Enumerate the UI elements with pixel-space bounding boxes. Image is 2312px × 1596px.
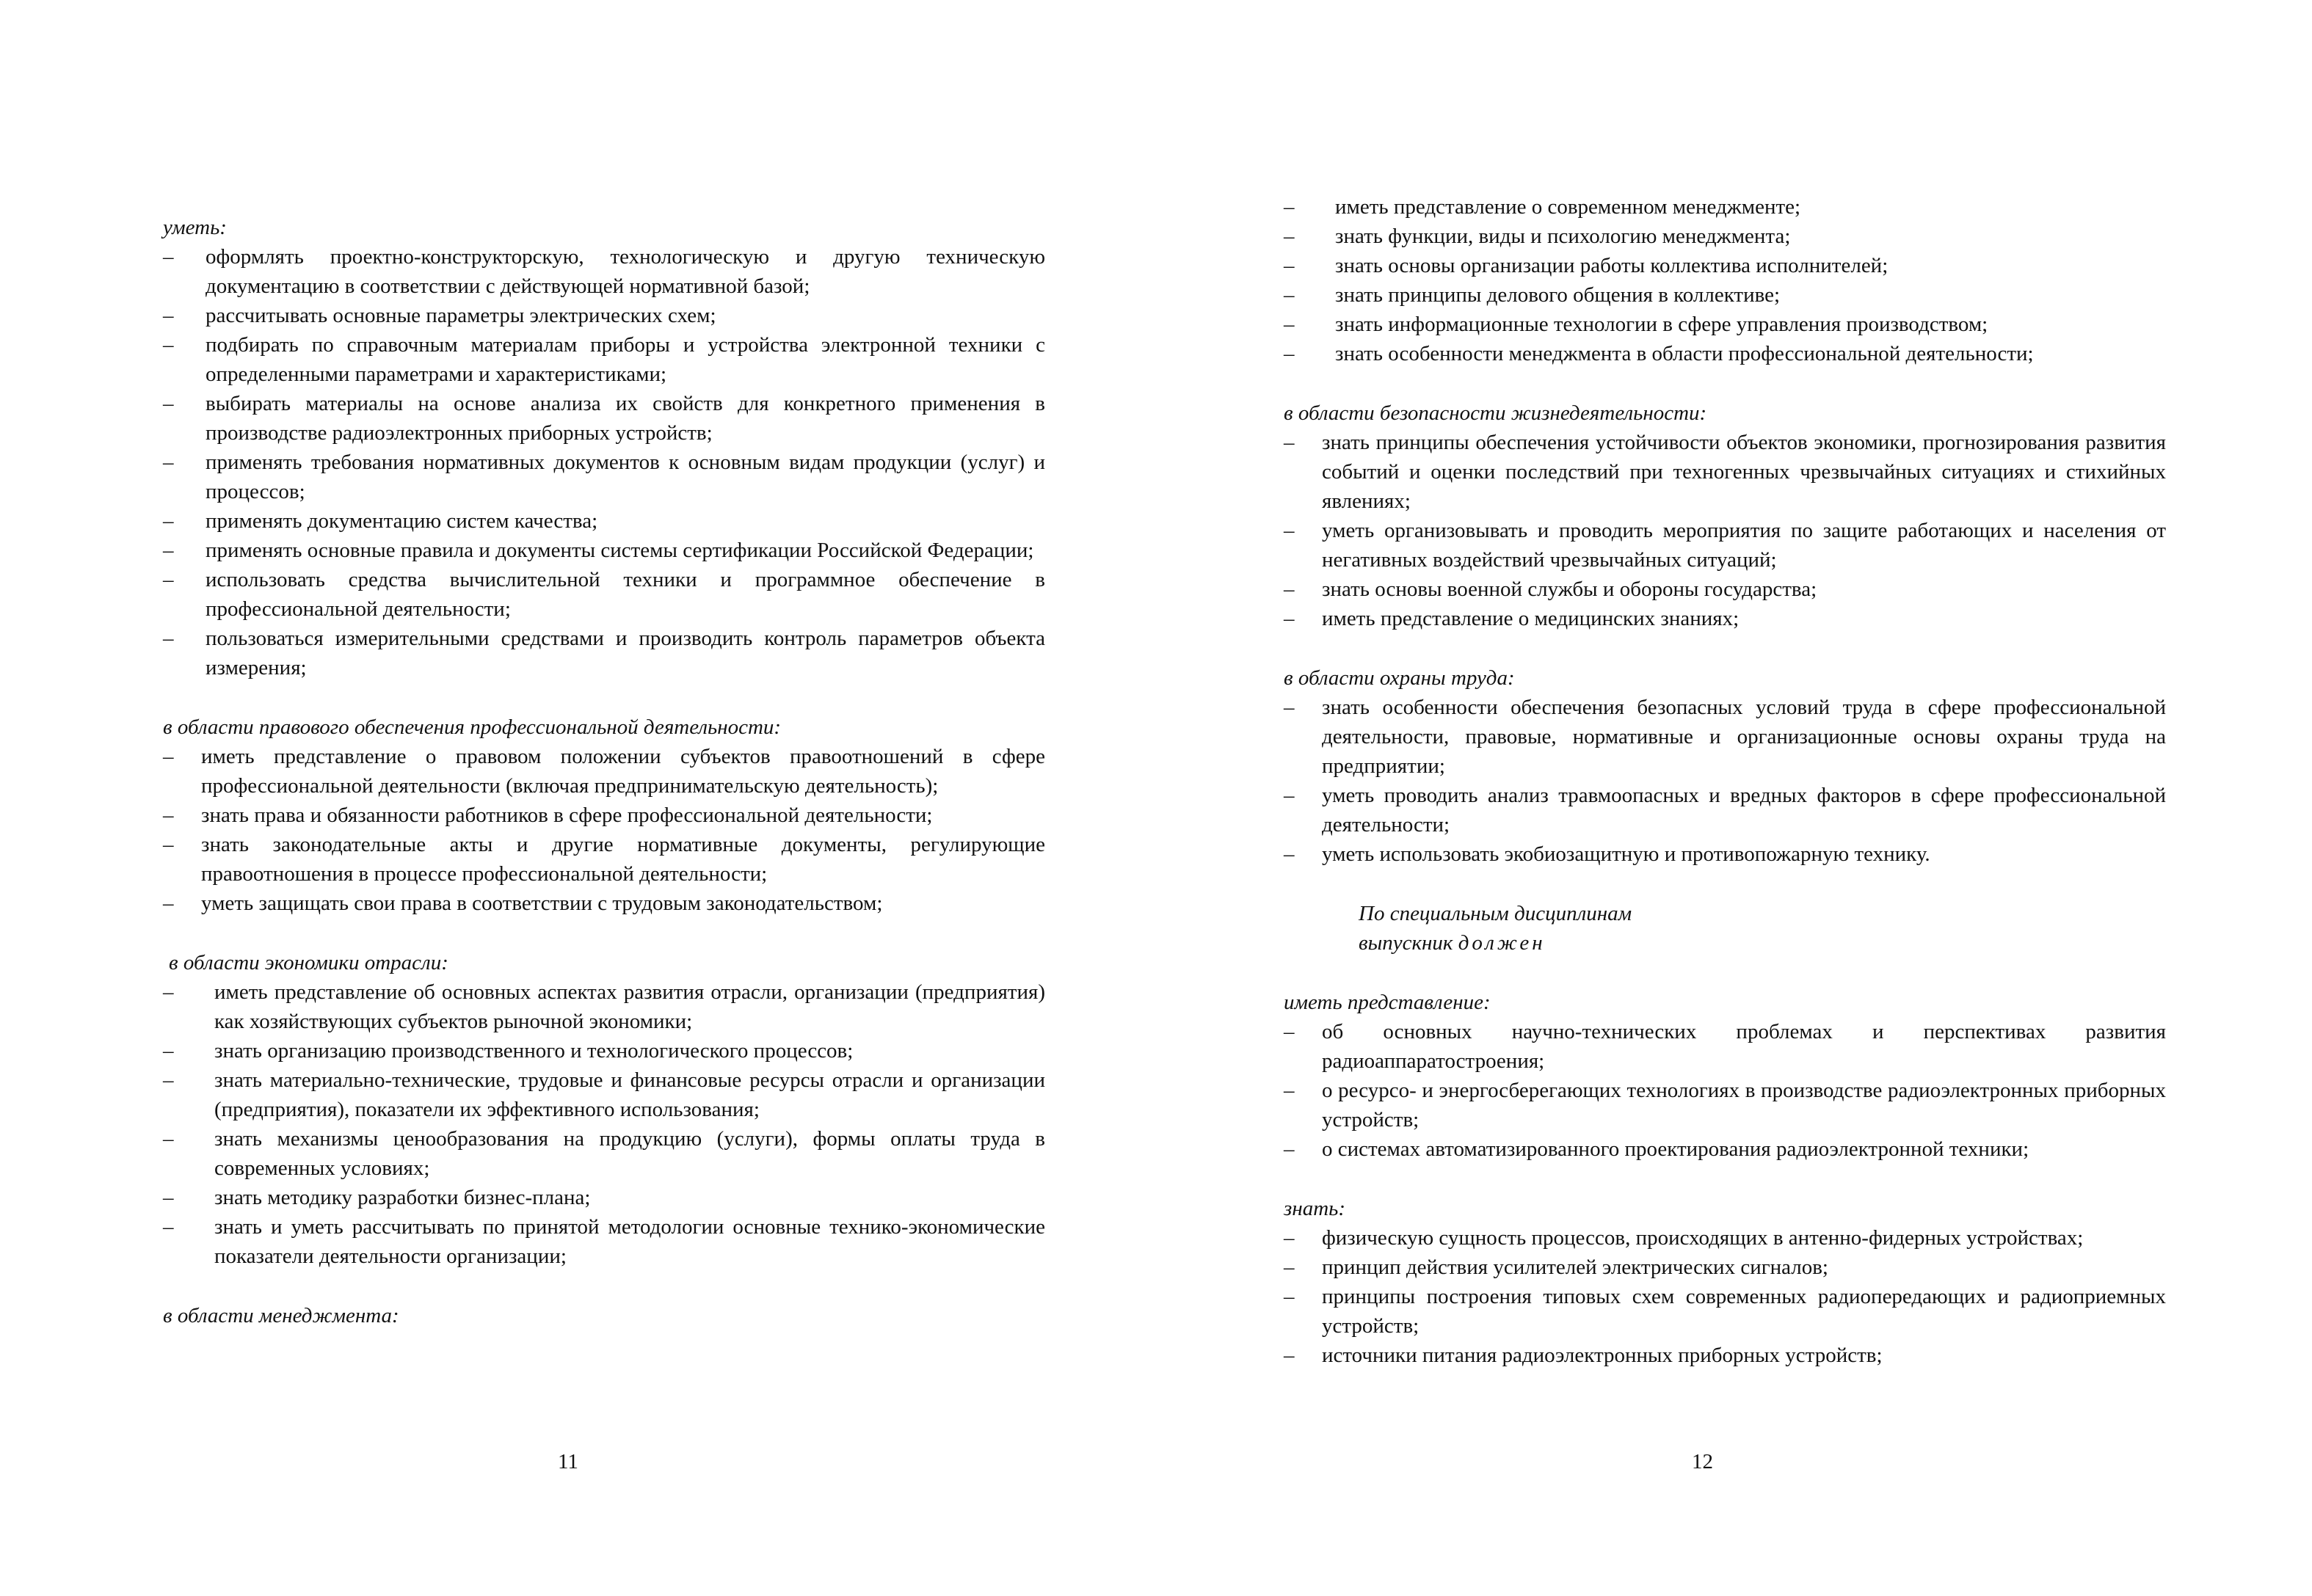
section-labor-protection xyxy=(1284,663,2166,869)
list-item: – уметь защищать свои права в соответствии с трудовым законодательством; xyxy=(163,889,1045,918)
list-item: – знать механизмы ценообразования на продукцию (услуги), формы оплаты труда в современных условиях; xyxy=(163,1124,1045,1183)
list-item: – знать особенности обеспечения безопасных условий труда в сфере профессиональной деятельности, правовые, нормативные и организационные основы охраны труда на предприятии; xyxy=(1284,693,2166,781)
dash-icon: – xyxy=(1284,225,1295,248)
dash-icon: – xyxy=(1284,1020,1295,1043)
list-item: – выбирать материалы на основе анализа их свойств для конкретного применения в производстве радиоэлектронных приборных устройств; xyxy=(163,389,1045,448)
dash-icon: – xyxy=(163,745,174,768)
list-item: – знать особенности менеджмента в области профессиональной деятельности; xyxy=(1284,339,2166,368)
list-item: – подбирать по справочным материалам приборы и устройства электронной техники с определенными параметрами и характеристиками; xyxy=(163,330,1045,389)
section-know xyxy=(1284,1194,2166,1370)
page-number: 11 xyxy=(558,1450,578,1473)
section-legal xyxy=(163,713,1045,918)
list-item: – пользоваться измерительными средствами и производить контроль параметров объекта измерения; xyxy=(163,624,1045,682)
list-item: – о ресурсо- и энергосберегающих технологиях в производстве радиоэлектронных приборных устройств; xyxy=(1284,1076,2166,1134)
list-item: – иметь представление об основных аспектах развития отрасли, организации (предприятия) как хозяйствующих субъектов рыночной экономики; xyxy=(163,977,1045,1036)
dash-icon: – xyxy=(1284,431,1295,454)
dash-icon: – xyxy=(1284,342,1295,365)
dash-icon: – xyxy=(1284,1137,1295,1161)
dash-icon: – xyxy=(1284,842,1295,866)
list-item: – принципы построения типовых схем современных радиопередающих и радиоприемных устройств; xyxy=(1284,1282,2166,1341)
section-life-safety xyxy=(1284,398,2166,633)
dash-icon: – xyxy=(1284,784,1295,807)
dash-icon: – xyxy=(1284,696,1295,719)
list-item: – знать принципы делового общения в коллективе; xyxy=(1284,280,2166,310)
list-item: – иметь представление о правовом положении субъектов правоотношений в сфере профессиональной деятельности (включая предпринимательскую деятельность); xyxy=(163,742,1045,801)
section-management xyxy=(163,1301,1045,1330)
dash-icon: – xyxy=(163,333,174,357)
list-item: – иметь представление о медицинских знаниях; xyxy=(1284,604,2166,633)
dash-icon: – xyxy=(163,1215,174,1239)
dash-icon: – xyxy=(163,980,174,1004)
list-item: – знать права и обязанности работников в сфере профессиональной деятельности; xyxy=(163,801,1045,830)
list-item: – применять требования нормативных документов к основным видам продукции (услуг) и процессов; xyxy=(163,448,1045,506)
right-page-content xyxy=(1284,192,2166,1400)
list-item: – знать основы военной службы и обороны государства; xyxy=(1284,575,2166,604)
list-item: – знать и уметь рассчитывать по принятой методологии основные технико-экономические показатели деятельности организации; xyxy=(163,1212,1045,1271)
bullet-list xyxy=(1284,428,2166,633)
section-have-idea xyxy=(1284,988,2166,1164)
bullet-list xyxy=(1284,693,2166,869)
dash-icon: – xyxy=(163,1127,174,1151)
dash-icon: – xyxy=(163,568,174,591)
dash-icon: – xyxy=(1284,313,1295,336)
page-number: 12 xyxy=(1692,1450,1713,1473)
list-item: – знать принципы обеспечения устойчивости объектов экономики, прогнозирования развития событий и оценки последствий при техногенных чрезвычайных ситуациях и стихийных явлениях; xyxy=(1284,428,2166,516)
dash-icon: – xyxy=(163,1186,174,1209)
section-heading: уметь: xyxy=(163,216,227,239)
list-item: – уметь использовать экобиозащитную и противопожарную технику. xyxy=(1284,839,2166,869)
dash-icon: – xyxy=(163,304,174,327)
section-heading: в области безопасности жизнедеятельности: xyxy=(1284,401,1707,425)
section-economics xyxy=(163,948,1045,1271)
section-heading: знать: xyxy=(1284,1197,1345,1220)
list-item: – уметь проводить анализ травмоопасных и вредных факторов в сфере профессиональной деятельности; xyxy=(1284,781,2166,839)
bullet-list xyxy=(163,242,1045,682)
list-item: – знать организацию производственного и технологического процессов; xyxy=(163,1036,1045,1065)
list-item: – источники питания радиоэлектронных приборных устройств; xyxy=(1284,1341,2166,1370)
dash-icon: – xyxy=(1284,254,1295,277)
special-disciplines-subtitle xyxy=(1359,899,2166,958)
bullet-list xyxy=(163,977,1045,1271)
list-item: – знать методику разработки бизнес-плана; xyxy=(163,1183,1045,1212)
list-item: – знать функции, виды и психологию менеджмента; xyxy=(1284,222,2166,251)
dash-icon: – xyxy=(1284,1285,1295,1308)
subtitle-line-1: По специальным дисциплинам xyxy=(1359,902,1632,925)
list-item: – знать информационные технологии в сфере управления производством; xyxy=(1284,310,2166,339)
section-heading: в области правового обеспечения профессиональной деятельности: xyxy=(163,715,782,739)
dash-icon: – xyxy=(1284,283,1295,307)
dash-icon: – xyxy=(163,1068,174,1092)
dash-icon: – xyxy=(163,245,174,269)
subtitle-line-2: выпускник должен xyxy=(1359,931,1546,955)
dash-icon: – xyxy=(163,1039,174,1063)
list-item: – уметь организовывать и проводить мероприятия по защите работающих и населения от негативных воздействий чрезвычайных ситуаций; xyxy=(1284,516,2166,575)
left-page-content xyxy=(163,213,1045,1360)
list-item: – знать основы организации работы коллектива исполнителей; xyxy=(1284,251,2166,280)
list-item: – принцип действия усилителей электрических сигналов; xyxy=(1284,1253,2166,1282)
dash-icon: – xyxy=(163,392,174,415)
dash-icon: – xyxy=(1284,1256,1295,1279)
dash-icon: – xyxy=(1284,195,1295,219)
list-item: – о системах автоматизированного проектирования радиоэлектронной техники; xyxy=(1284,1134,2166,1164)
bullet-list xyxy=(1284,1017,2166,1164)
section-heading: в области экономики отрасли: xyxy=(169,951,448,974)
dash-icon: – xyxy=(1284,519,1295,542)
list-item: – об основных научно-технических проблемах и перспективах развития радиоаппаратостроения; xyxy=(1284,1017,2166,1076)
bullet-list xyxy=(163,742,1045,918)
dash-icon: – xyxy=(1284,1226,1295,1250)
dash-icon: – xyxy=(163,804,174,827)
list-item: – использовать средства вычислительной техники и программное обеспечение в профессиональной деятельности; xyxy=(163,565,1045,624)
dash-icon: – xyxy=(1284,607,1295,630)
list-item: – иметь представление о современном менеджменте; xyxy=(1284,192,2166,222)
list-item: – знать законодательные акты и другие нормативные документы, регулирующие правоотношения в процессе профессиональной деятельности; xyxy=(163,830,1045,889)
dash-icon: – xyxy=(1284,577,1295,601)
bullet-list xyxy=(1284,1223,2166,1370)
dash-icon: – xyxy=(163,509,174,533)
section-heading: в области менеджмента: xyxy=(163,1304,399,1327)
bullet-list xyxy=(1284,192,2166,368)
section-management-continued xyxy=(1284,192,2166,368)
list-item: – применять документацию систем качества; xyxy=(163,506,1045,536)
dash-icon: – xyxy=(1284,1344,1295,1367)
list-item: – физическую сущность процессов, происходящих в антенно-фидерных устройствах; xyxy=(1284,1223,2166,1253)
right-page xyxy=(1156,0,2312,1596)
list-item: – оформлять проектно-конструкторскую, технологическую и другую техническую документацию в соответствии с действующей нормативной базой; xyxy=(163,242,1045,301)
dash-icon: – xyxy=(163,833,174,856)
section-heading: иметь представление: xyxy=(1284,991,1491,1014)
section-heading: в области охраны труда: xyxy=(1284,666,1515,690)
dash-icon: – xyxy=(1284,1079,1295,1102)
dash-icon: – xyxy=(163,892,174,915)
dash-icon: – xyxy=(163,539,174,562)
dash-icon: – xyxy=(163,627,174,650)
section-skills xyxy=(163,213,1045,682)
list-item: – применять основные правила и документы системы сертификации Российской Федерации; xyxy=(163,536,1045,565)
list-item: – рассчитывать основные параметры электрических схем; xyxy=(163,301,1045,330)
dash-icon: – xyxy=(163,451,174,474)
list-item: – знать материально-технические, трудовые и финансовые ресурсы отрасли и организации (предприятия), показатели их эффективного использования; xyxy=(163,1065,1045,1124)
